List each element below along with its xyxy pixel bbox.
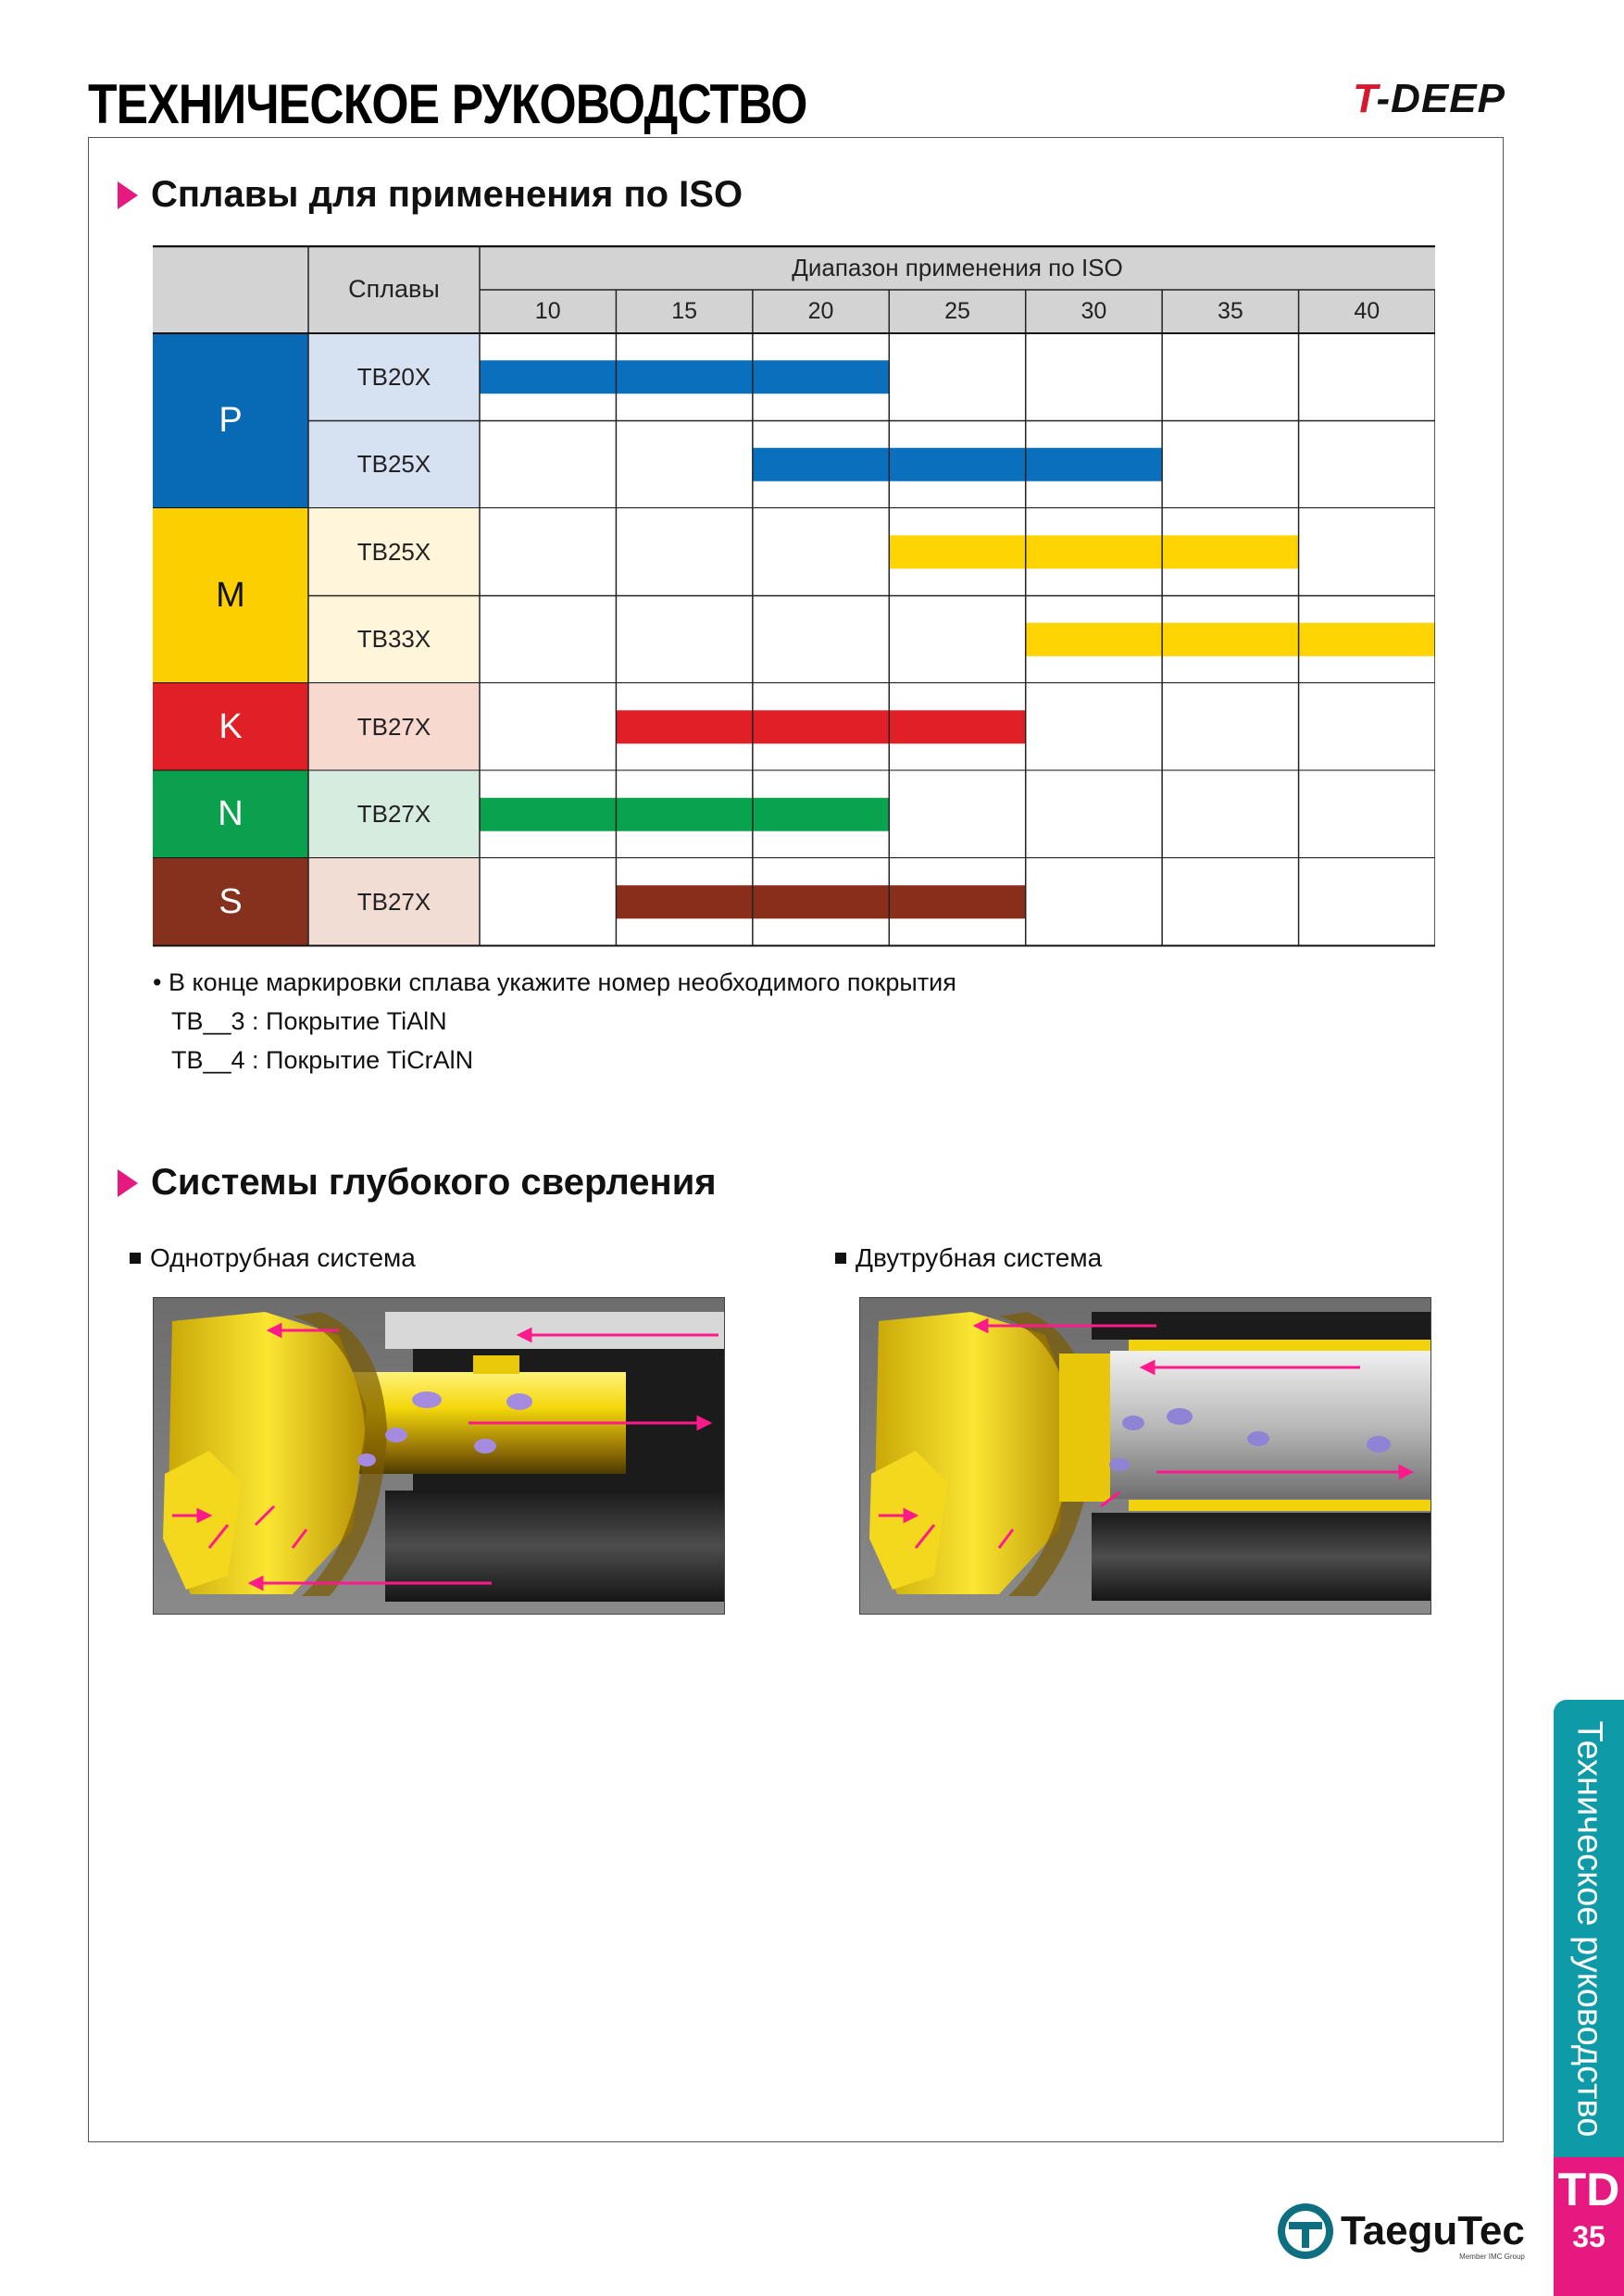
alloy-name: TB27X: [356, 887, 431, 916]
page-title: ТЕХНИЧЕСКОЕ РУКОВОДСТВО: [88, 73, 807, 135]
range-bar: [480, 360, 889, 393]
iso-group-M-label: M: [216, 576, 245, 615]
scale-tick-40: 40: [1354, 298, 1380, 324]
deep-drilling-title: Системы глубокого сверления: [151, 1162, 717, 1203]
iso-group-N-label: N: [218, 794, 244, 834]
double-tube-label: Двутрубная система: [856, 1243, 1103, 1272]
section-code: TD: [1557, 2164, 1620, 2215]
range-bar: [753, 448, 1162, 481]
taegutec-logo-text: TaeguTec: [1341, 2208, 1525, 2253]
range-bar: [616, 710, 1025, 743]
triangle-bullet-icon: [118, 1169, 138, 1197]
alloy-name: TB20X: [356, 362, 431, 391]
double-tube-heading: [835, 1243, 1102, 1273]
iso-section-title: Сплавы для применения по ISO: [151, 174, 743, 215]
scale-tick-25: 25: [944, 298, 970, 324]
square-bullet-icon: [130, 1253, 141, 1264]
iso-group-P-label: P: [219, 401, 243, 440]
iso-group-S-label: S: [219, 881, 243, 921]
range-bar: [616, 885, 1025, 918]
scale-tick-30: 30: [1081, 298, 1107, 324]
deep-drilling-heading: [118, 1162, 717, 1204]
taegutec-logo-mark-icon: [1276, 2202, 1335, 2261]
alloy-name: TB27X: [356, 712, 431, 741]
scale-tick-35: 35: [1217, 298, 1243, 324]
iso-section-heading: [118, 174, 743, 216]
alloy-name: TB27X: [356, 800, 431, 829]
coating-notes: [153, 963, 956, 1079]
section-code-block: [1554, 2157, 1624, 2296]
range-bar: [480, 798, 889, 831]
coating-note-tialn: TB__3 : Покрытие TiAlN: [171, 1007, 447, 1035]
alloy-name: TB25X: [356, 537, 431, 566]
double-tube-illustration: [859, 1297, 1431, 1615]
alloy-name: TB25X: [356, 450, 431, 479]
page-number: 35: [1572, 2220, 1605, 2253]
taegutec-logo: [1276, 2200, 1525, 2263]
range-bar: [889, 535, 1298, 568]
t-deep-logo-t: T: [1353, 76, 1377, 121]
coating-note-intro: • В конце маркировки сплава укажите номер необходимого покрытия: [153, 968, 956, 996]
scale-tick-15: 15: [671, 298, 698, 324]
single-tube-label: Однотрубная система: [150, 1243, 416, 1272]
coating-note-ticraln: TB__4 : Покрытие TiCrAlN: [171, 1046, 474, 1074]
iso-range-header: Диапазон применения по ISO: [792, 253, 1123, 281]
side-section-tab[interactable]: [1554, 1700, 1624, 2157]
single-tube-illustration: [153, 1297, 725, 1615]
range-bar: [1026, 623, 1435, 656]
t-deep-logo: [1353, 76, 1505, 122]
triangle-bullet-icon: [118, 181, 138, 209]
single-tube-heading: [130, 1243, 416, 1273]
side-tab-label: Техническое руководство: [1569, 1720, 1609, 2137]
scale-tick-10: 10: [534, 298, 561, 324]
alloy-name: TB33X: [356, 625, 431, 654]
iso-group-K-label: K: [219, 706, 243, 746]
square-bullet-icon: [835, 1253, 846, 1264]
taegutec-logo-subtitle: Member IMC Group: [1459, 2252, 1525, 2261]
alloys-column-header: Сплавы: [348, 275, 440, 303]
t-deep-logo-rest: -DEEP: [1376, 76, 1505, 121]
scale-tick-20: 20: [807, 298, 834, 324]
iso-application-table: [153, 245, 1435, 949]
